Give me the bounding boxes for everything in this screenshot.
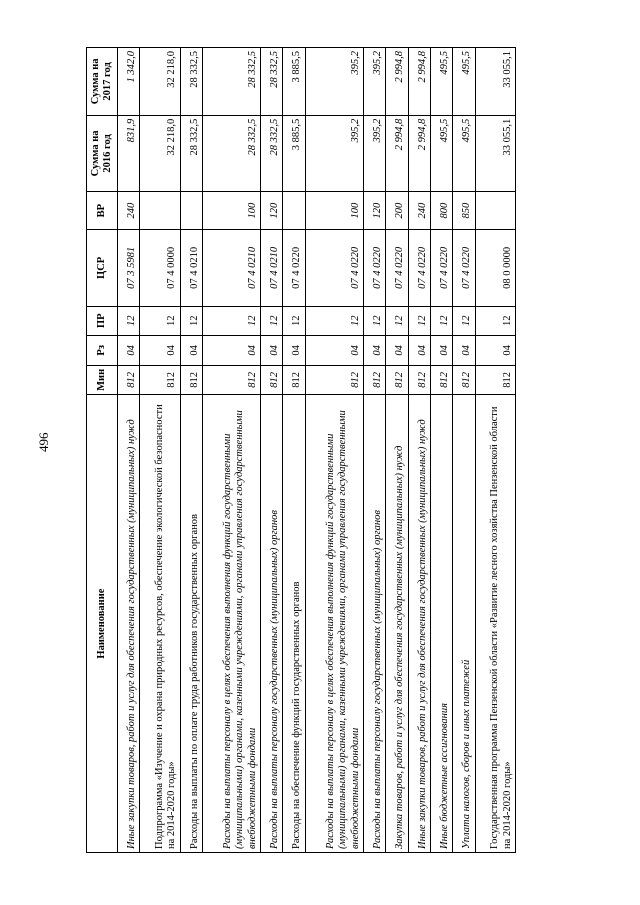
cell-rz: 04 xyxy=(283,336,305,366)
cell-pr: 12 xyxy=(140,306,180,336)
table-row xyxy=(140,48,180,853)
cell-name: Расходы на выплаты по оплате труда работников государственных органов xyxy=(180,395,202,853)
cell-rz: 04 xyxy=(408,336,430,366)
cell-name: Подпрограмма «Изучение и охрана природных ресурсов, обеспечение экологической безопасности на 2014-2020 годы» xyxy=(140,395,180,853)
cell-pr: 12 xyxy=(118,306,140,336)
budget-table-rotated xyxy=(86,47,516,853)
table-row xyxy=(364,48,386,853)
cell-name: Закупка товаров, работ и услуг для обеспечения государственных (муниципальных) нужд xyxy=(386,395,408,853)
cell-csr: 07 4 0210 xyxy=(180,230,202,306)
table-row xyxy=(408,48,430,853)
cell-vr: 120 xyxy=(364,192,386,230)
cell-csr: 07 4 0210 xyxy=(202,230,260,306)
cell-csr: 07 4 0220 xyxy=(364,230,386,306)
cell-vr xyxy=(140,192,180,230)
cell-csr: 07 4 0220 xyxy=(408,230,430,306)
cell-sum-2016: 831,9 xyxy=(118,115,140,191)
table-row xyxy=(386,48,408,853)
header-name: Наименование xyxy=(87,395,118,853)
cell-csr: 07 4 0000 xyxy=(140,230,180,306)
cell-min: 812 xyxy=(453,365,475,395)
header-rz: Рз xyxy=(87,336,118,366)
cell-name: Расходы на выплаты персоналу государственных (муниципальных) органов xyxy=(364,395,386,853)
table-row xyxy=(453,48,475,853)
table-row xyxy=(261,48,283,853)
cell-vr: 240 xyxy=(408,192,430,230)
cell-pr: 12 xyxy=(430,306,452,336)
cell-csr: 08 0 0000 xyxy=(475,230,515,306)
table-row xyxy=(202,48,260,853)
cell-min: 812 xyxy=(118,365,140,395)
cell-vr: 120 xyxy=(261,192,283,230)
cell-csr: 07 4 0220 xyxy=(453,230,475,306)
cell-sum-2017: 2 994,8 xyxy=(386,48,408,116)
cell-sum-2017: 395,2 xyxy=(364,48,386,116)
table-row xyxy=(305,48,363,853)
cell-name: Уплата налогов, сборов и иных платежей xyxy=(453,395,475,853)
cell-vr: 100 xyxy=(305,192,363,230)
cell-sum-2017: 28 332,5 xyxy=(202,48,260,116)
table-row xyxy=(283,48,305,853)
cell-sum-2017: 32 218,0 xyxy=(140,48,180,116)
cell-min: 812 xyxy=(364,365,386,395)
cell-name: Иные бюджетные ассигнования xyxy=(430,395,452,853)
header-sum-2017: Сумма на 2017 год xyxy=(87,48,118,116)
cell-sum-2016: 28 332,5 xyxy=(180,115,202,191)
cell-csr: 07 4 0220 xyxy=(386,230,408,306)
cell-sum-2016: 28 332,5 xyxy=(261,115,283,191)
cell-rz: 04 xyxy=(202,336,260,366)
cell-rz: 04 xyxy=(386,336,408,366)
cell-sum-2016: 2 994,8 xyxy=(408,115,430,191)
cell-sum-2017: 28 332,5 xyxy=(261,48,283,116)
cell-rz: 04 xyxy=(364,336,386,366)
header-min: Мин xyxy=(87,365,118,395)
cell-sum-2016: 32 218,0 xyxy=(140,115,180,191)
cell-pr: 12 xyxy=(180,306,202,336)
cell-sum-2017: 495,5 xyxy=(453,48,475,116)
header-sum-2016: Сумма на 2016 год xyxy=(87,115,118,191)
cell-csr: 07 4 0220 xyxy=(283,230,305,306)
cell-name: Расходы на выплаты персоналу государственных (муниципальных) органов xyxy=(261,395,283,853)
cell-name: Расходы на выплаты персоналу в целях обеспечения выполнения функций государственными (муниципальными) органами, казенными учреждениями, органами управления государственными внебюджетными фондами xyxy=(305,395,363,853)
cell-sum-2016: 28 332,5 xyxy=(202,115,260,191)
cell-vr: 850 xyxy=(453,192,475,230)
cell-csr: 07 4 0220 xyxy=(430,230,452,306)
cell-name: Расходы на обеспечение функций государственных органов xyxy=(283,395,305,853)
cell-sum-2017: 33 055,1 xyxy=(475,48,515,116)
cell-rz: 04 xyxy=(430,336,452,366)
cell-sum-2016: 495,5 xyxy=(453,115,475,191)
cell-pr: 12 xyxy=(408,306,430,336)
cell-rz: 04 xyxy=(475,336,515,366)
cell-sum-2016: 2 994,8 xyxy=(386,115,408,191)
cell-sum-2017: 395,2 xyxy=(305,48,363,116)
header-vr: ВР xyxy=(87,192,118,230)
cell-pr: 12 xyxy=(202,306,260,336)
cell-vr xyxy=(283,192,305,230)
cell-rz: 04 xyxy=(305,336,363,366)
cell-sum-2017: 28 332,5 xyxy=(180,48,202,116)
table-row xyxy=(475,48,515,853)
cell-min: 812 xyxy=(386,365,408,395)
cell-sum-2017: 3 885,5 xyxy=(283,48,305,116)
cell-csr: 07 3 5981 xyxy=(118,230,140,306)
cell-pr: 12 xyxy=(261,306,283,336)
cell-rz: 04 xyxy=(118,336,140,366)
table-body xyxy=(118,48,516,853)
cell-min: 812 xyxy=(430,365,452,395)
cell-name: Расходы на выплаты персоналу в целях обеспечения выполнения функций государственными (муниципальными) органами, казенными учреждениями, органами управления государственными внебюджетными фондами xyxy=(202,395,260,853)
cell-rz: 04 xyxy=(453,336,475,366)
page-number: 496 xyxy=(36,432,51,452)
cell-min: 812 xyxy=(261,365,283,395)
cell-name: Иные закупки товаров, работ и услуг для обеспечения государственных (муниципальных) нужд xyxy=(408,395,430,853)
cell-csr: 07 4 0210 xyxy=(261,230,283,306)
table-header-row xyxy=(87,48,118,853)
cell-sum-2016: 395,2 xyxy=(364,115,386,191)
cell-rz: 04 xyxy=(140,336,180,366)
cell-vr: 800 xyxy=(430,192,452,230)
cell-min: 812 xyxy=(202,365,260,395)
cell-sum-2016: 33 055,1 xyxy=(475,115,515,191)
cell-sum-2016: 3 885,5 xyxy=(283,115,305,191)
cell-rz: 04 xyxy=(261,336,283,366)
cell-min: 812 xyxy=(475,365,515,395)
cell-vr: 100 xyxy=(202,192,260,230)
cell-sum-2017: 495,5 xyxy=(430,48,452,116)
header-csr: ЦСР xyxy=(87,230,118,306)
cell-sum-2016: 495,5 xyxy=(430,115,452,191)
cell-rz: 04 xyxy=(180,336,202,366)
cell-min: 812 xyxy=(283,365,305,395)
cell-csr: 07 4 0220 xyxy=(305,230,363,306)
cell-vr xyxy=(180,192,202,230)
table-row xyxy=(430,48,452,853)
cell-name: Иные закупки товаров, работ и услуг для обеспечения государственных (муниципальных) нужд xyxy=(118,395,140,853)
cell-pr: 12 xyxy=(283,306,305,336)
cell-vr xyxy=(475,192,515,230)
table-row xyxy=(118,48,140,853)
cell-vr: 240 xyxy=(118,192,140,230)
cell-min: 812 xyxy=(305,365,363,395)
cell-pr: 12 xyxy=(475,306,515,336)
table-row xyxy=(180,48,202,853)
cell-vr: 200 xyxy=(386,192,408,230)
cell-min: 812 xyxy=(140,365,180,395)
header-pr: ПР xyxy=(87,306,118,336)
cell-name: Государственная программа Пензенской области «Развитие лесного хозяйства Пензенской области на 2014-2020 годы» xyxy=(475,395,515,853)
cell-pr: 12 xyxy=(305,306,363,336)
cell-pr: 12 xyxy=(364,306,386,336)
cell-min: 812 xyxy=(408,365,430,395)
cell-pr: 12 xyxy=(453,306,475,336)
cell-sum-2017: 1 342,0 xyxy=(118,48,140,116)
cell-min: 812 xyxy=(180,365,202,395)
cell-pr: 12 xyxy=(386,306,408,336)
cell-sum-2016: 395,2 xyxy=(305,115,363,191)
cell-sum-2017: 2 994,8 xyxy=(408,48,430,116)
budget-table xyxy=(86,47,516,853)
